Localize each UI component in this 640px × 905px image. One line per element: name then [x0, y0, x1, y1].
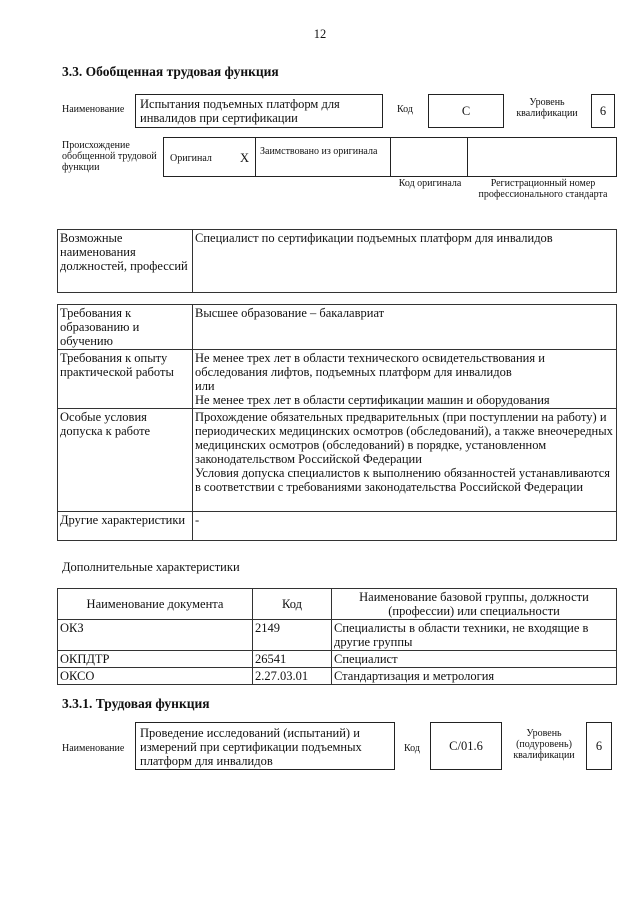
origin-divider [255, 137, 256, 177]
function-name-box [135, 722, 395, 770]
req-label: Требования к образованию и обучению [58, 305, 193, 350]
table-row [58, 620, 617, 651]
code-label: Код [397, 104, 413, 115]
additional-title: Дополнительные характеристики [62, 560, 240, 574]
table-row [58, 668, 617, 685]
table-cell: Специалист [332, 651, 617, 668]
level-label: Уровень квалификации [516, 97, 578, 119]
function-code-label: Код [404, 743, 420, 754]
reg-number-label: Регистрационный номер профессионального стандарта [478, 178, 608, 200]
table-cell: Стандартизация и метрология [332, 668, 617, 685]
function-code-box [430, 722, 502, 770]
function-name-label: Наименование [62, 743, 125, 754]
section-heading: 3.3. Обобщенная трудовая функция [62, 64, 279, 79]
function-level-value: 6 [595, 739, 603, 753]
req-value: Высшее образование – бакалавриат [193, 305, 617, 350]
table-cell: ОКСО [58, 668, 253, 685]
function-code-value: C/01.6 [449, 739, 483, 753]
function-heading: 3.3.1. Трудовая функция [62, 696, 210, 711]
table-cell: 2.27.03.01 [253, 668, 332, 685]
borrowed-label: Заимствовано из оригинала [260, 146, 378, 157]
table-cell: ОКЗ [58, 620, 253, 651]
req-label: Требования к опыту практической работы [58, 350, 193, 409]
table-cell: 26541 [253, 651, 332, 668]
requirements-table [57, 304, 617, 541]
name-value: Испытания подъемных платформ для инвалидов при сертификации [140, 97, 340, 125]
function-level-box [586, 722, 612, 770]
original-label: Оригинал [170, 153, 212, 164]
name-value-box [135, 94, 383, 128]
table-row [58, 305, 617, 350]
level-value-box [591, 94, 615, 128]
additional-table [57, 588, 617, 685]
table-cell: ОКПДТР [58, 651, 253, 668]
origin-divider [467, 137, 468, 177]
table-row [58, 651, 617, 668]
code-original-label: Код оригинала [398, 178, 462, 189]
table-row [58, 350, 617, 409]
table-cell: 2149 [253, 620, 332, 651]
function-name-value: Проведение исследований (испытаний) и измерений при сертификации подъемных платформ для инвалидов [140, 726, 362, 768]
table-row [58, 230, 617, 293]
req-value: - [193, 512, 617, 541]
table-row [58, 409, 617, 512]
origin-divider [390, 137, 391, 177]
code-value-box [428, 94, 504, 128]
table-row [58, 589, 617, 620]
name-label: Наименование [62, 104, 125, 115]
header-cell: Наименование документа [58, 589, 253, 620]
page-number: 12 [313, 27, 327, 41]
origin-label: Происхождение обобщенной трудовой функции [62, 140, 157, 173]
req-value: Прохождение обязательных предварительных (при поступлении на работу) и периодических медицинских осмотров (обследований), а также внеочередных медицинских осмотров (обследований) в порядке, установленном законодательством Российской Федерации Условия допуска специалистов к выполнению обязанностей устанавливаются в соответствии с требованиями законодательства Российской Федерации [193, 409, 617, 512]
positions-table [57, 229, 617, 293]
req-value: Не менее трех лет в области технического освидетельствования и обследования лифтов, подъемных платформ для инвалидов или Не менее трех лет в области сертификации машин и оборудования [193, 350, 617, 409]
table-cell: Специалисты в области техники, не входящие в другие группы [332, 620, 617, 651]
header-cell: Код [253, 589, 332, 620]
header-cell: Наименование базовой группы, должности (профессии) или специальности [332, 589, 617, 620]
table-row [58, 512, 617, 541]
level-value: 6 [599, 104, 607, 118]
positions-value: Специалист по сертификации подъемных платформ для инвалидов [193, 230, 617, 293]
req-label: Другие характеристики [58, 512, 193, 541]
original-mark: X [240, 151, 250, 165]
function-level-label: Уровень (подуровень) квалификации [513, 728, 575, 761]
req-label: Особые условия допуска к работе [58, 409, 193, 512]
positions-label: Возможные наименования должностей, профессий [58, 230, 193, 293]
code-value: C [461, 104, 471, 118]
